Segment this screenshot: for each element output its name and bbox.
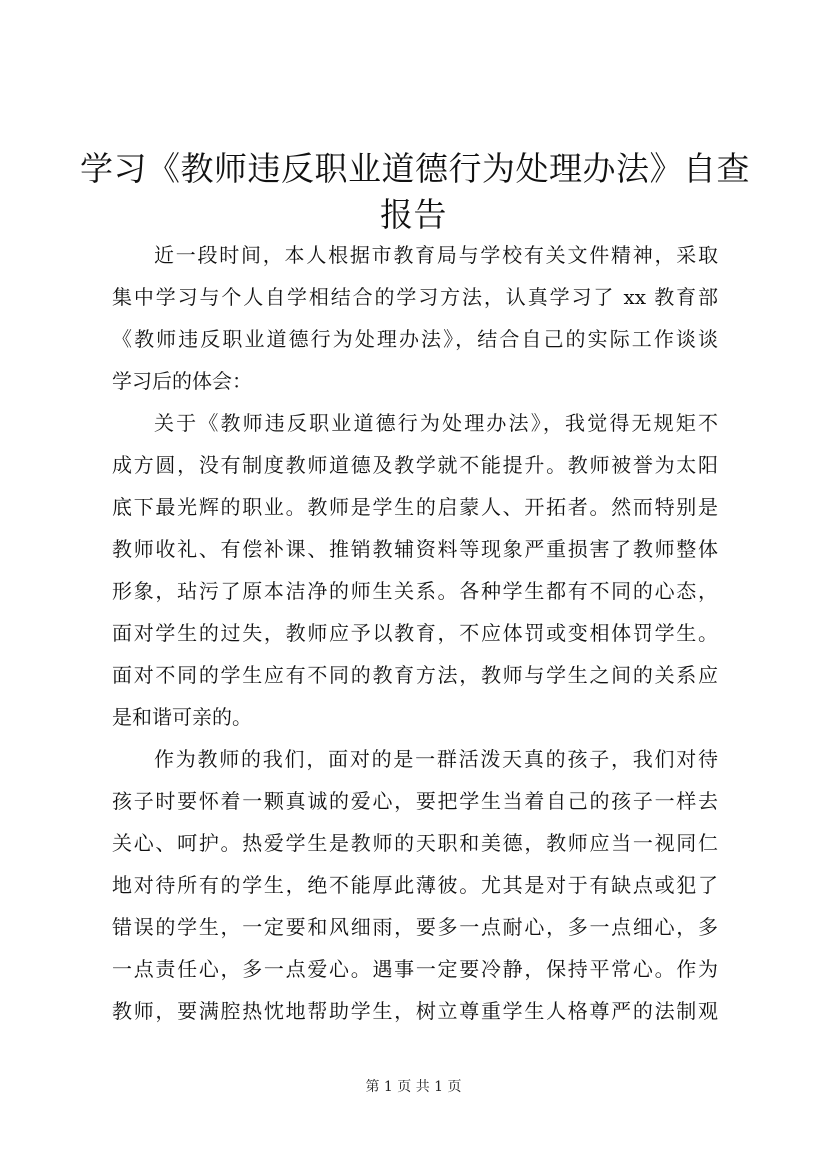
paragraph-line: 近一段时间，本人根据市教育局与学校有关文件精神，采取 [154, 243, 718, 267]
paragraph [112, 234, 718, 402]
paragraph-line: 地对待所有的学生，绝不能厚此薄彼。尤其是对于有缺点或犯了 [112, 873, 718, 897]
paragraph-line: 孩子时要怀着一颗真诚的爱心，要把学生当着自己的孩子一样去 [112, 789, 718, 813]
document-title [80, 146, 750, 238]
paragraph-line: 一点责任心，多一点爱心。遇事一定要冷静，保持平常心。作为 [112, 957, 718, 981]
paragraph-line: 底下最光辉的职业。教师是学生的启蒙人、开拓者。然而特别是 [112, 495, 718, 519]
title-line-2: 报告 [380, 195, 447, 234]
paragraph-line: 教师收礼、有偿补课、推销教辅资料等现象严重损害了教师整体 [112, 537, 718, 561]
paragraph-line: 错误的学生，一定要和风细雨，要多一点耐心，多一点细心，多 [112, 915, 718, 939]
paragraph [112, 738, 718, 1032]
page-footer: 第 1 页 共 1 页 [365, 1079, 462, 1095]
paragraph [112, 402, 718, 738]
paragraph-line: 《教师违反职业道德行为处理办法》，结合自己的实际工作谈谈 [112, 327, 718, 351]
paragraph-line: 面对学生的过失，教师应予以教育，不应体罚或变相体罚学生。 [112, 621, 718, 645]
document-body [112, 234, 718, 1032]
paragraph-line: 关于《教师违反职业道德行为处理办法》，我觉得无规矩不 [154, 411, 718, 435]
paragraph-line: 学习后的体会： [112, 369, 252, 393]
paragraph-line: 作为教师的我们，面对的是一群活泼天真的孩子，我们对待 [154, 747, 718, 771]
paragraph-line: 是和谐可亲的。 [112, 705, 252, 729]
paragraph-line: 成方圆，没有制度教师道德及教学就不能提升。教师被誉为太阳 [112, 453, 718, 477]
paragraph-line: 集中学习与个人自学相结合的学习方法，认真学习了 xx 教育部 [112, 285, 718, 309]
title-line-1: 学习《教师违反职业道德行为处理办法》自查 [80, 149, 750, 188]
paragraph-line: 面对不同的学生应有不同的教育方法，教师与学生之间的关系应 [112, 663, 718, 687]
paragraph-line: 关心、呵护。热爱学生是教师的天职和美德，教师应当一视同仁 [112, 831, 718, 855]
paragraph-line: 形象，玷污了原本洁净的师生关系。各种学生都有不同的心态， [112, 579, 718, 603]
paragraph-line: 教师，要满腔热忱地帮助学生，树立尊重学生人格尊严的法制观 [112, 999, 718, 1023]
